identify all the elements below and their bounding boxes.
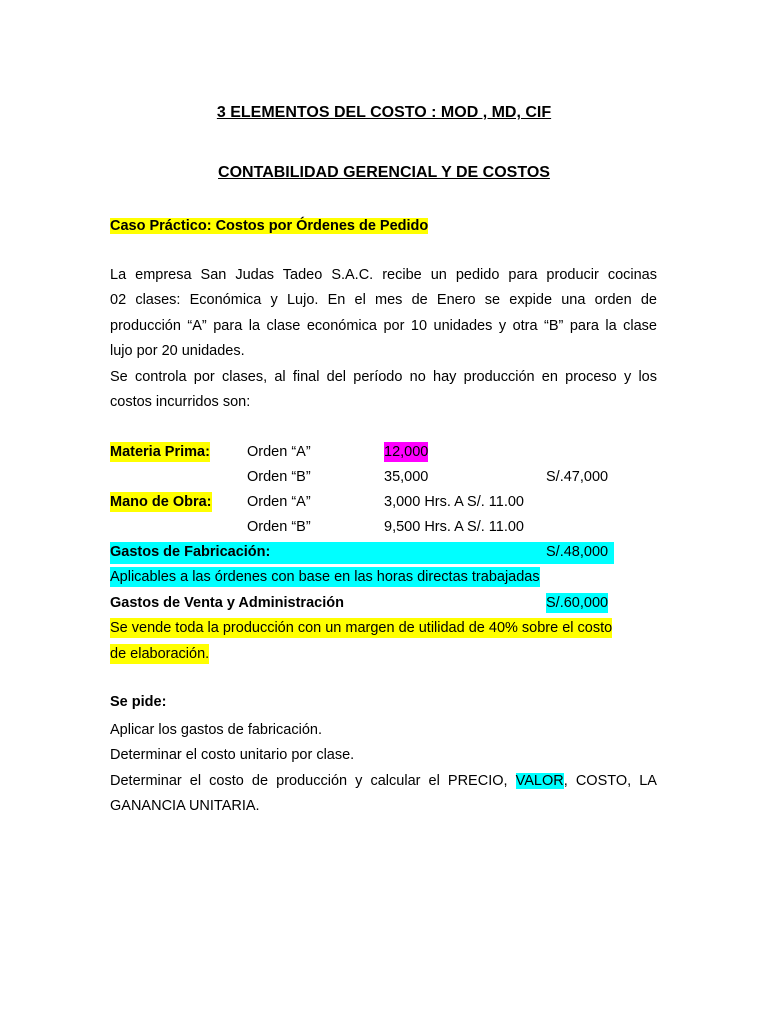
document-title-text: 3 ELEMENTOS DEL COSTO : MOD , MD, CIF [216,104,552,121]
gastos-fabricacion-label: Gastos de Fabricación: [110,544,271,560]
list-item-text: Aplicar los gastos de fabricación. [110,722,322,738]
gastos-fabricacion-total: S/.48,000 [546,544,609,560]
order-label: Orden “B” [247,519,311,535]
paragraph-line: lujo por 20 unidades. [110,343,245,360]
materia-a-value: 12,000 [384,444,429,460]
cost-row-materia-b [110,467,670,487]
cost-row-mano-b [110,517,670,537]
list-item-text: GANANCIA UNITARIA. [110,798,260,815]
materia-total: S/.47,000 [546,469,609,485]
paragraph-intro [110,263,657,415]
mano-obra-label: Mano de Obra: [110,494,212,510]
cost-row-gastos-fabricacion [110,542,614,564]
order-label: Orden “A” [247,444,311,460]
document-subtitle-text: CONTABILIDAD GERENCIAL Y DE COSTOS [218,164,550,181]
mano-b-value: 9,500 Hrs. A S/. 11.00 [384,519,524,535]
cost-row-gastos-venta [110,593,670,613]
paragraph-line: Se controla por clases, al final del período no hay producción en proceso y los [110,368,657,385]
list-item-text: Determinar el costo unitario por clase. [110,747,355,764]
se-pide-label: Se pide: [110,694,167,710]
order-label: Orden “A” [247,494,311,510]
list-item [110,769,657,794]
paragraph-line: 02 clases: Económica y Lujo. En el mes de Enero se expide una orden de [110,292,657,309]
vende-note-line: Se vende toda la producción con un margen de utilidad de 40% sobre el costo [110,620,613,636]
se-pide-heading [110,694,166,710]
cost-row-vende-1 [110,618,657,638]
paragraph-line: La empresa San Judas Tadeo S.A.C. recibe un pedido para producir cocinas [110,267,657,283]
document-title [0,104,768,122]
case-title [110,218,428,234]
gastos-venta-label: Gastos de Venta y Administración [110,595,344,611]
list-item-text: Determinar el costo de producción y calcular el PRECIO, [110,772,516,789]
order-label: Orden “B” [247,469,311,485]
case-title-text: Caso Práctico: Costos por Órdenes de Pedido [110,218,429,234]
gastos-venta-total: S/.60,000 [546,595,609,611]
valor-highlight: VALOR [515,772,564,789]
list-item [110,718,657,743]
paragraph-line: costos incurridos son: [110,394,251,411]
document-subtitle [0,164,768,182]
list-item [110,794,657,819]
vende-note-line: de elaboración. [110,646,210,662]
cost-row-aplicables [110,567,670,587]
cost-row-materia-a [110,442,670,462]
list-item-text: , COSTO, LA [563,772,657,789]
se-pide-list [110,718,657,820]
cost-row-mano-a [110,492,670,512]
materia-prima-label: Materia Prima: [110,444,210,460]
cost-row-vende-2 [110,644,670,664]
mano-a-value: 3,000 Hrs. A S/. 11.00 [384,494,524,510]
aplicables-note: Aplicables a las órdenes con base en las horas directas trabajadas [110,569,540,585]
paragraph-line: producción “A” para la clase económica por 10 unidades y otra “B” para la clase [110,317,657,334]
materia-b-value: 35,000 [384,469,429,485]
list-item [110,743,657,768]
